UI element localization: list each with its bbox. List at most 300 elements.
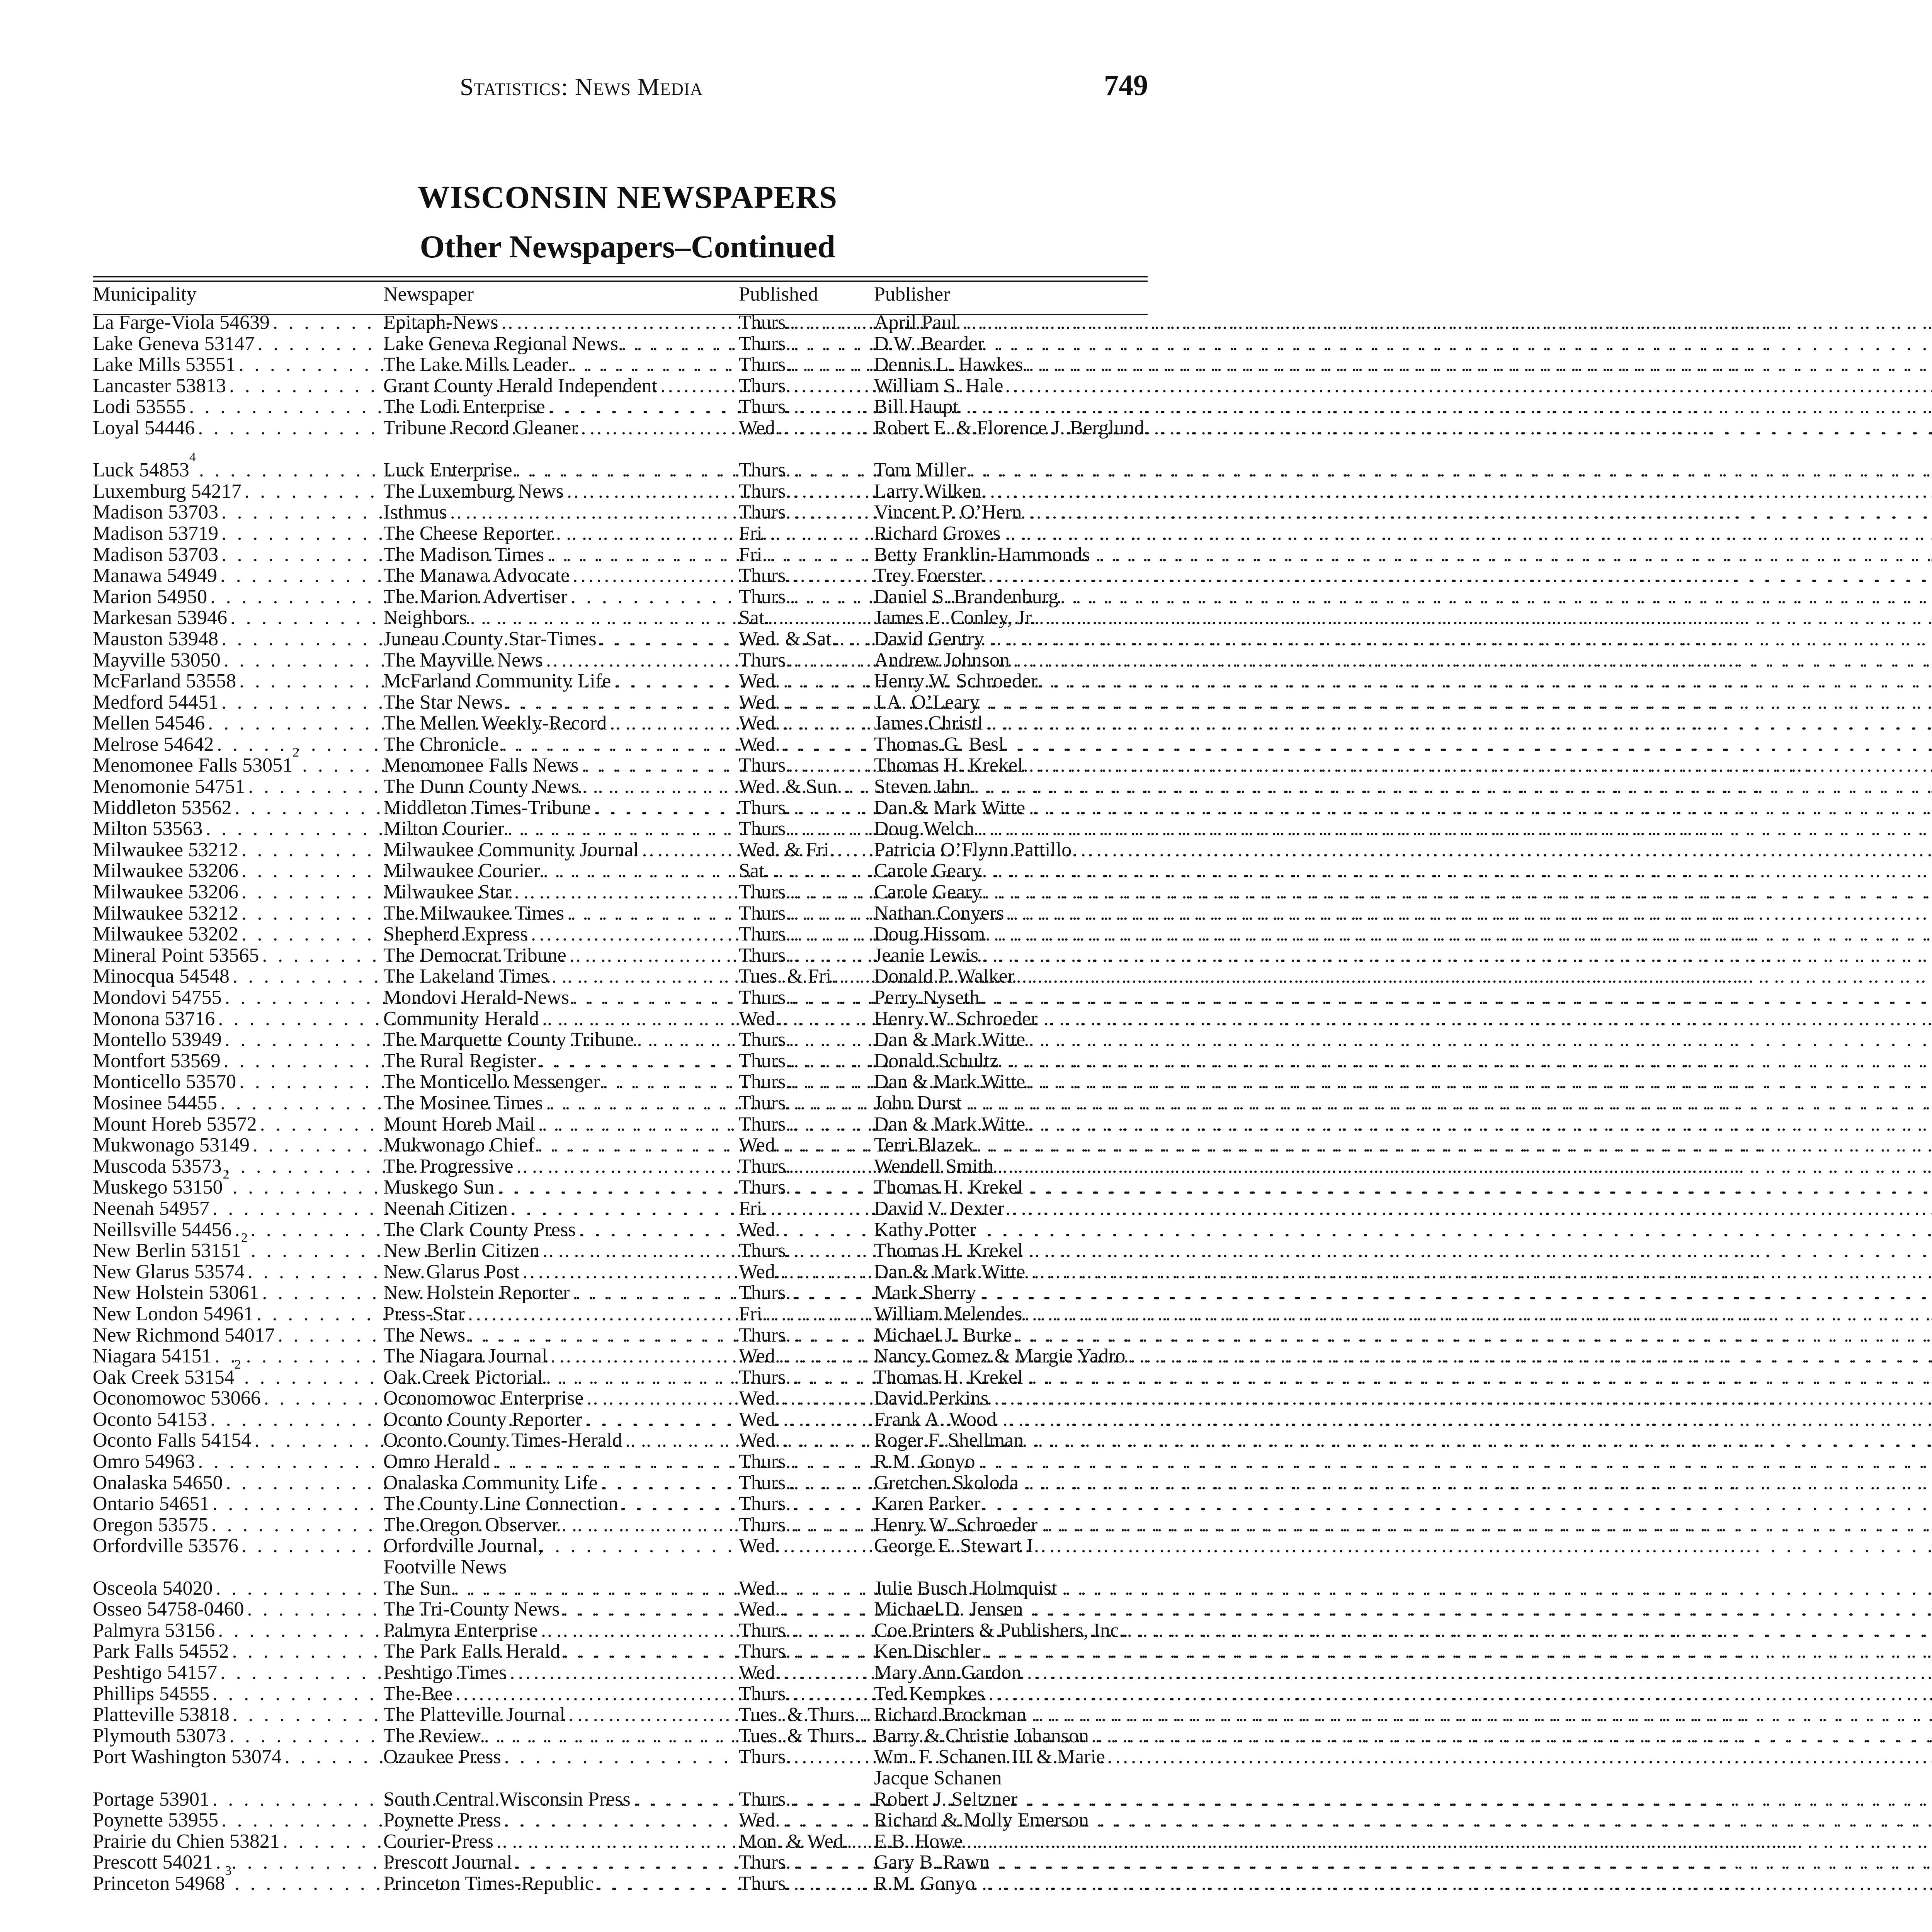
table-row — [0, 1536, 1255, 1578]
published-cell-text: Wed. & Sat. — [739, 628, 837, 650]
publisher-cell — [874, 1831, 1160, 1852]
newspaper-cell — [383, 1304, 739, 1325]
newspaper-cell-text: The Dunn County News — [383, 776, 579, 798]
municipality-cell-text: Oak Creek 53154 — [93, 1366, 235, 1388]
table-row — [0, 1863, 1255, 1895]
published-cell-text: Fri. — [739, 1197, 767, 1219]
municipality-cell-text: Plymouth 53073 — [93, 1725, 226, 1747]
newspaper-cell-text: The Clark County Press — [383, 1218, 576, 1241]
published-cell — [739, 1240, 874, 1262]
published-cell-text: Fri. — [739, 522, 767, 544]
municipality-cell — [93, 587, 379, 608]
municipality-cell — [93, 1641, 379, 1662]
published-cell-text: Thurs. — [739, 1682, 791, 1705]
publisher-cell-text: R.M. Gonyo — [874, 1872, 975, 1895]
published-cell — [739, 1135, 874, 1156]
publisher-cell — [874, 1810, 1160, 1831]
publisher-cell — [874, 1009, 1160, 1030]
municipality-cell — [93, 544, 379, 566]
municipality-cell — [93, 1599, 379, 1620]
publisher-cell — [874, 1367, 1160, 1388]
published-cell-text: Thurs. — [739, 923, 791, 946]
newspaper-cell-text: Menomonee Falls News — [383, 754, 579, 777]
newspaper-cell-text: The Cheese Reporter — [383, 522, 553, 544]
municipality-cell — [93, 312, 379, 333]
published-cell-text: Thurs. — [739, 1049, 791, 1072]
publisher-cell — [874, 481, 1160, 502]
newspaper-cell — [383, 1620, 739, 1641]
municipality-cell-text: Madison 53719 — [93, 522, 218, 544]
publisher-cell — [874, 1262, 1160, 1283]
newspaper-cell — [383, 882, 739, 903]
published-cell — [739, 1009, 874, 1030]
page-number: 749 — [1104, 69, 1148, 102]
published-cell — [739, 882, 874, 903]
table-row — [0, 776, 1255, 798]
published-cell-text: Thurs. — [739, 585, 791, 608]
municipality-cell — [93, 924, 379, 945]
newspaper-cell — [383, 818, 739, 840]
published-cell-text: Wed. — [739, 1809, 780, 1832]
newspaper-cell-text: The Lodi Enterprise — [383, 396, 545, 418]
table-row — [0, 1578, 1255, 1599]
table-row — [0, 1493, 1255, 1515]
municipality-cell — [93, 798, 379, 819]
published-cell-text: Wed. — [739, 1007, 780, 1030]
table-row — [0, 818, 1255, 840]
publisher-cell-text: Betty Franklin-Hammonds — [874, 543, 1090, 566]
publisher-cell-text: Carole Geary — [874, 860, 982, 882]
municipality-cell-text: Mauston 53948 — [93, 628, 218, 650]
newspaper-cell-text: Community Herald — [383, 1007, 539, 1030]
newspaper-cell — [383, 671, 739, 692]
published-cell — [739, 1662, 874, 1684]
municipality-cell-text: Omro 54963 — [93, 1451, 195, 1473]
newspaper-cell-text: Press-Star — [383, 1303, 465, 1325]
table-header — [0, 283, 1255, 312]
newspaper-cell-text: Mondovi Herald-News — [383, 986, 569, 1009]
municipality-cell — [93, 1493, 379, 1515]
newspaper-cell — [383, 481, 739, 502]
published-cell — [739, 1409, 874, 1430]
municipality-cell — [93, 818, 379, 840]
table-row — [0, 502, 1255, 523]
published-cell — [739, 1262, 874, 1283]
newspaper-cell — [383, 1451, 739, 1473]
municipality-cell-text: Middleton 53562 — [93, 796, 232, 819]
municipality-cell — [93, 1262, 379, 1283]
published-cell — [739, 1599, 874, 1620]
publisher-cell — [874, 333, 1160, 355]
municipality-cell — [93, 903, 379, 924]
publisher-cell-text: Thomas H. Krekel — [874, 1176, 1023, 1199]
municipality-cell-text: New Glarus 53574 — [93, 1260, 245, 1283]
publisher-cell-text: William S. Hale — [874, 374, 1003, 397]
newspaper-cell-text: Oak Creek Pictorial — [383, 1366, 543, 1388]
municipality-cell-text: Muskego 53150 — [93, 1176, 223, 1199]
newspaper-cell-text: Neighbors — [383, 607, 467, 629]
newspaper-cell-text: The-Bee — [383, 1682, 453, 1705]
municipality-cell-text: Ontario 54651 — [93, 1493, 209, 1515]
publisher-cell-text: Karen Parker — [874, 1493, 981, 1515]
publisher-cell — [874, 987, 1160, 1009]
municipality-cell-text: Manawa 54949 — [93, 565, 218, 587]
publisher-cell-text: David Perkins — [874, 1387, 989, 1410]
publisher-cell — [874, 544, 1160, 566]
newspaper-cell — [383, 987, 739, 1009]
publisher-cell-text: Julie Busch Holmquist — [874, 1577, 1057, 1599]
newspaper-cell-text: The County Line Connection — [383, 1493, 619, 1515]
publisher-cell — [874, 607, 1160, 629]
table-row — [0, 1515, 1255, 1536]
published-cell — [739, 776, 874, 798]
publisher-cell — [874, 1578, 1160, 1599]
published-cell-text: Wed. — [739, 1387, 780, 1410]
publisher-cell — [874, 1346, 1160, 1367]
newspaper-cell — [383, 1177, 739, 1198]
newspaper-cell — [383, 798, 739, 819]
municipality-cell-text: Milwaukee 53206 — [93, 860, 238, 882]
published-cell — [739, 966, 874, 987]
municipality-cell — [93, 945, 379, 966]
newspaper-cell — [383, 1662, 739, 1684]
published-cell — [739, 1704, 874, 1726]
table-row — [0, 1357, 1255, 1388]
published-cell — [739, 523, 874, 544]
newspaper-cell-text: The Marion Advertiser — [383, 585, 568, 608]
newspaper-cell-text: Shepherd Express — [383, 923, 528, 946]
publisher-cell — [874, 1409, 1160, 1430]
publisher-cell — [874, 1852, 1160, 1873]
newspaper-cell-text: Peshtigo Times — [383, 1662, 507, 1684]
published-cell — [739, 713, 874, 734]
municipality-cell-text: Osseo 54758-0460 — [93, 1598, 244, 1621]
newspaper-cell — [383, 1473, 739, 1494]
newspaper-cell-text: Princeton Times-Republic — [383, 1872, 594, 1895]
newspaper-cell-text: McFarland Community Life — [383, 670, 611, 692]
published-cell — [739, 1852, 874, 1873]
published-cell — [739, 650, 874, 671]
publisher-cell-text: Gary B. Rawn — [874, 1851, 990, 1874]
newspaper-cell — [383, 1493, 739, 1515]
table-row — [0, 1852, 1255, 1873]
municipality-cell — [93, 1219, 379, 1241]
published-cell-text: Tues. & Thurs. — [739, 1704, 860, 1726]
published-cell — [739, 1493, 874, 1515]
publisher-cell-text: Terri Blazek — [874, 1134, 974, 1156]
table-row — [0, 987, 1255, 1009]
published-cell-text: Thurs. — [739, 1324, 791, 1346]
municipality-cell — [93, 450, 379, 481]
publisher-cell-text: Frank A. Wood — [874, 1408, 997, 1430]
published-cell-text: Thurs. — [739, 1176, 791, 1199]
newspaper-cell — [383, 692, 739, 713]
newspaper-cell-text: Orfordville Journal, Footville News — [383, 1535, 543, 1578]
published-cell — [739, 1726, 874, 1747]
published-cell — [739, 418, 874, 439]
publisher-cell-text: Thomas H. Krekel — [874, 754, 1023, 777]
published-cell-text: Wed. & Fri. — [739, 838, 835, 861]
table-row — [0, 882, 1255, 903]
published-cell — [739, 1536, 874, 1557]
newspaper-table — [0, 312, 1255, 1895]
municipality-cell-text: Marion 54950 — [93, 585, 207, 608]
footnote-marker: 2 — [241, 1231, 248, 1245]
municipality-cell — [93, 1863, 379, 1895]
municipality-cell — [93, 692, 379, 713]
newspaper-cell-text: The News — [383, 1324, 466, 1346]
newspaper-cell-text: The Sun — [383, 1577, 451, 1599]
publisher-cell-text: James Christl — [874, 712, 983, 735]
publisher-cell-text: Gretchen Skoloda — [874, 1471, 1019, 1494]
municipality-cell-text: Menomonee Falls 53051 — [93, 754, 293, 777]
table-row — [0, 1599, 1255, 1620]
newspaper-cell — [383, 1156, 739, 1177]
publisher-cell-text: Patricia O’Flynn Pattillo — [874, 838, 1072, 861]
newspaper-cell — [383, 1684, 739, 1705]
newspaper-cell — [383, 1051, 739, 1072]
municipality-cell — [93, 1388, 379, 1409]
municipality-cell-text: Mineral Point 53565 — [93, 944, 259, 966]
publisher-cell-text: Doug Hissom — [874, 923, 985, 946]
publisher-cell — [874, 629, 1160, 650]
table-row — [0, 1114, 1255, 1135]
published-cell — [739, 396, 874, 418]
municipality-cell — [93, 1093, 379, 1114]
newspaper-cell — [383, 755, 739, 776]
newspaper-cell-text: The Manawa Advocate — [383, 565, 570, 587]
published-cell — [739, 1810, 874, 1831]
newspaper-cell-text: Mount Horeb Mail — [383, 1113, 535, 1135]
newspaper-cell — [383, 418, 739, 439]
newspaper-cell — [383, 1641, 739, 1662]
newspaper-cell-text: The Rural Register — [383, 1049, 536, 1072]
publisher-cell — [874, 354, 1160, 376]
published-cell-text: Wed. — [739, 1662, 780, 1684]
municipality-cell-text: Portage 53901 — [93, 1788, 209, 1810]
published-cell-text: Wed. — [739, 1218, 780, 1241]
publisher-cell-text: Andrew Johnson — [874, 649, 1010, 671]
table-row — [0, 629, 1255, 650]
municipality-cell-text: Monona 53716 — [93, 1007, 215, 1030]
published-cell-text: Wed. — [739, 1577, 780, 1599]
table-row — [0, 396, 1255, 418]
municipality-cell — [93, 1167, 379, 1199]
newspaper-cell — [383, 945, 739, 966]
municipality-cell — [93, 1282, 379, 1304]
published-cell-text: Sat. — [739, 607, 770, 629]
published-cell-text: Thurs. — [739, 311, 791, 333]
published-cell — [739, 1388, 874, 1409]
published-cell-text: Wed. — [739, 1134, 780, 1156]
published-cell-text: Mon. & Wed. — [739, 1830, 849, 1852]
table-row — [0, 333, 1255, 355]
table-row — [0, 745, 1255, 777]
publisher-cell-text: R.M. Gonyo — [874, 1451, 975, 1473]
newspaper-cell-text: Poynette Press — [383, 1809, 501, 1832]
newspaper-cell — [383, 1789, 739, 1810]
newspaper-cell — [383, 1367, 739, 1388]
newspaper-cell — [383, 1852, 739, 1873]
newspaper-cell-text: Tribune Record Gleaner — [383, 417, 578, 439]
publisher-cell-text: Mary Ann Gardon — [874, 1662, 1022, 1684]
newspaper-cell — [383, 333, 739, 355]
municipality-cell — [93, 1409, 379, 1430]
publisher-cell-text: Dan & Mark Witte — [874, 796, 1026, 819]
publisher-cell-text: Larry Wilken — [874, 480, 982, 502]
publisher-cell-text: Thomas H. Krekel — [874, 1366, 1023, 1388]
municipality-cell-text: Muscoda 53573 — [93, 1155, 222, 1177]
table-row — [0, 1093, 1255, 1114]
municipality-cell — [93, 861, 379, 882]
published-cell — [739, 1029, 874, 1051]
published-cell — [739, 354, 874, 376]
table-row — [0, 966, 1255, 987]
newspaper-cell-text: The Mellen Weekly-Record — [383, 712, 607, 735]
publisher-cell — [874, 312, 1160, 333]
newspaper-cell-text: Isthmus — [383, 501, 447, 524]
newspaper-cell-text: Courier-Press — [383, 1830, 493, 1852]
newspaper-cell — [383, 1135, 739, 1156]
municipality-cell — [93, 1726, 379, 1747]
publisher-cell-text: Perry Nyseth — [874, 986, 980, 1009]
publisher-cell — [874, 945, 1160, 966]
published-cell-text: Wed. — [739, 1408, 780, 1430]
publisher-cell-text: Ted Kempkes — [874, 1682, 985, 1705]
table-row — [0, 1231, 1255, 1262]
published-cell — [739, 1873, 874, 1895]
municipality-cell — [93, 1515, 379, 1536]
municipality-cell-text: Port Washington 53074 — [93, 1746, 282, 1768]
newspaper-cell — [383, 713, 739, 734]
published-cell-text: Thurs. — [739, 1619, 791, 1641]
publisher-cell-text: Mark Sherry — [874, 1282, 976, 1304]
publisher-cell-text: Richard Groves — [874, 522, 1001, 544]
newspaper-cell-text: South Central Wisconsin Press — [383, 1788, 631, 1810]
municipality-cell-text: Milwaukee 53212 — [93, 838, 238, 861]
municipality-cell — [93, 1430, 379, 1451]
published-cell — [739, 861, 874, 882]
municipality-cell-text: Milwaukee 53212 — [93, 902, 238, 924]
municipality-cell — [93, 1684, 379, 1705]
publisher-cell-text: Roger F. Shellman — [874, 1429, 1024, 1452]
newspaper-cell — [383, 1029, 739, 1051]
table-row — [0, 1641, 1255, 1662]
published-cell-text: Thurs. — [739, 1113, 791, 1135]
publisher-cell-text: Richard & Molly Emerson — [874, 1809, 1089, 1832]
published-cell — [739, 1177, 874, 1198]
newspaper-cell — [383, 1198, 739, 1219]
municipality-cell — [93, 671, 379, 692]
table-row — [0, 1167, 1255, 1199]
municipality-cell — [93, 745, 379, 777]
table-row — [0, 354, 1255, 376]
published-cell-text: Thurs. — [739, 374, 791, 397]
newspaper-cell — [383, 1536, 739, 1578]
municipality-cell-text: Niagara 54151 — [93, 1345, 212, 1367]
newspaper-cell-text: The Lake Mills Leader — [383, 354, 568, 376]
municipality-cell — [93, 418, 379, 439]
municipality-cell-text: New Holstein 53061 — [93, 1282, 259, 1304]
municipality-cell-text: Neillsville 54456 — [93, 1218, 232, 1241]
publisher-cell-text: Kathy Potter — [874, 1218, 976, 1241]
newspaper-cell — [383, 502, 739, 523]
newspaper-cell — [383, 734, 739, 755]
newspaper-cell — [383, 1747, 739, 1768]
table-row — [0, 1282, 1255, 1304]
table-row — [0, 1684, 1255, 1705]
table-row — [0, 650, 1255, 671]
published-cell-text: Wed. — [739, 1260, 780, 1283]
municipality-cell-text: Montfort 53569 — [93, 1049, 221, 1072]
publisher-cell-text: Steven Jahn — [874, 776, 971, 798]
newspaper-cell-text: Oconto County Times-Herald — [383, 1429, 622, 1452]
municipality-cell-text: Menomonie 54751 — [93, 776, 245, 798]
published-cell — [739, 734, 874, 755]
municipality-cell-text: Lake Geneva 53147 — [93, 332, 255, 355]
section-subtitle: Other Newspapers–Continued — [420, 229, 835, 264]
publisher-cell — [874, 1240, 1160, 1262]
published-cell-text: Wed. — [739, 670, 780, 692]
municipality-cell — [93, 354, 379, 376]
newspaper-cell-text: The Marquette County Tribune — [383, 1029, 634, 1051]
municipality-cell-text: Lancaster 53813 — [93, 374, 226, 397]
published-cell-text: Wed. — [739, 1535, 780, 1557]
newspaper-cell-text: Muskego Sun — [383, 1176, 495, 1199]
table-row — [0, 798, 1255, 819]
published-cell — [739, 671, 874, 692]
publisher-cell-text: Wendell Smith — [874, 1155, 994, 1177]
publisher-cell-text: Michael D. Jensen — [874, 1598, 1023, 1621]
published-cell — [739, 1071, 874, 1093]
published-cell-text: Wed. — [739, 1345, 780, 1367]
newspaper-cell — [383, 1093, 739, 1114]
published-cell — [739, 1367, 874, 1388]
published-cell-text: Wed. — [739, 417, 780, 439]
publisher-cell-text: Dan & Mark Witte — [874, 1029, 1026, 1051]
publisher-cell — [874, 1051, 1160, 1072]
municipality-cell — [93, 1135, 379, 1156]
municipality-cell-text: McFarland 53558 — [93, 670, 236, 692]
table-row — [0, 1071, 1255, 1093]
table-row — [0, 1009, 1255, 1030]
published-cell — [739, 987, 874, 1009]
published-cell — [739, 607, 874, 629]
municipality-cell-text: Oconto Falls 54154 — [93, 1429, 252, 1452]
newspaper-cell — [383, 903, 739, 924]
municipality-cell-text: Platteville 53818 — [93, 1704, 230, 1726]
table-row — [0, 671, 1255, 692]
newspaper-cell-text: Ozaukee Press — [383, 1746, 501, 1768]
publisher-cell-text: Donald Schultz — [874, 1049, 999, 1072]
newspaper-cell — [383, 523, 739, 544]
publisher-cell-text: Dennis L. Hawkes — [874, 354, 1023, 376]
municipality-cell — [93, 333, 379, 355]
municipality-cell — [93, 1357, 379, 1388]
publisher-cell — [874, 1873, 1160, 1895]
published-cell-text: Thurs. — [739, 649, 791, 671]
municipality-cell — [93, 650, 379, 671]
publisher-cell — [874, 966, 1160, 987]
publisher-cell-text: Nathan Conyers — [874, 902, 1004, 924]
footnote-marker: 2 — [293, 745, 299, 760]
published-cell-text: Thurs. — [739, 501, 791, 524]
municipality-cell-text: Oconomowoc 53066 — [93, 1387, 261, 1410]
published-cell — [739, 376, 874, 397]
newspaper-cell — [383, 1831, 739, 1852]
publisher-cell — [874, 587, 1160, 608]
publisher-cell-text: Robert J. Seltzner — [874, 1788, 1018, 1810]
